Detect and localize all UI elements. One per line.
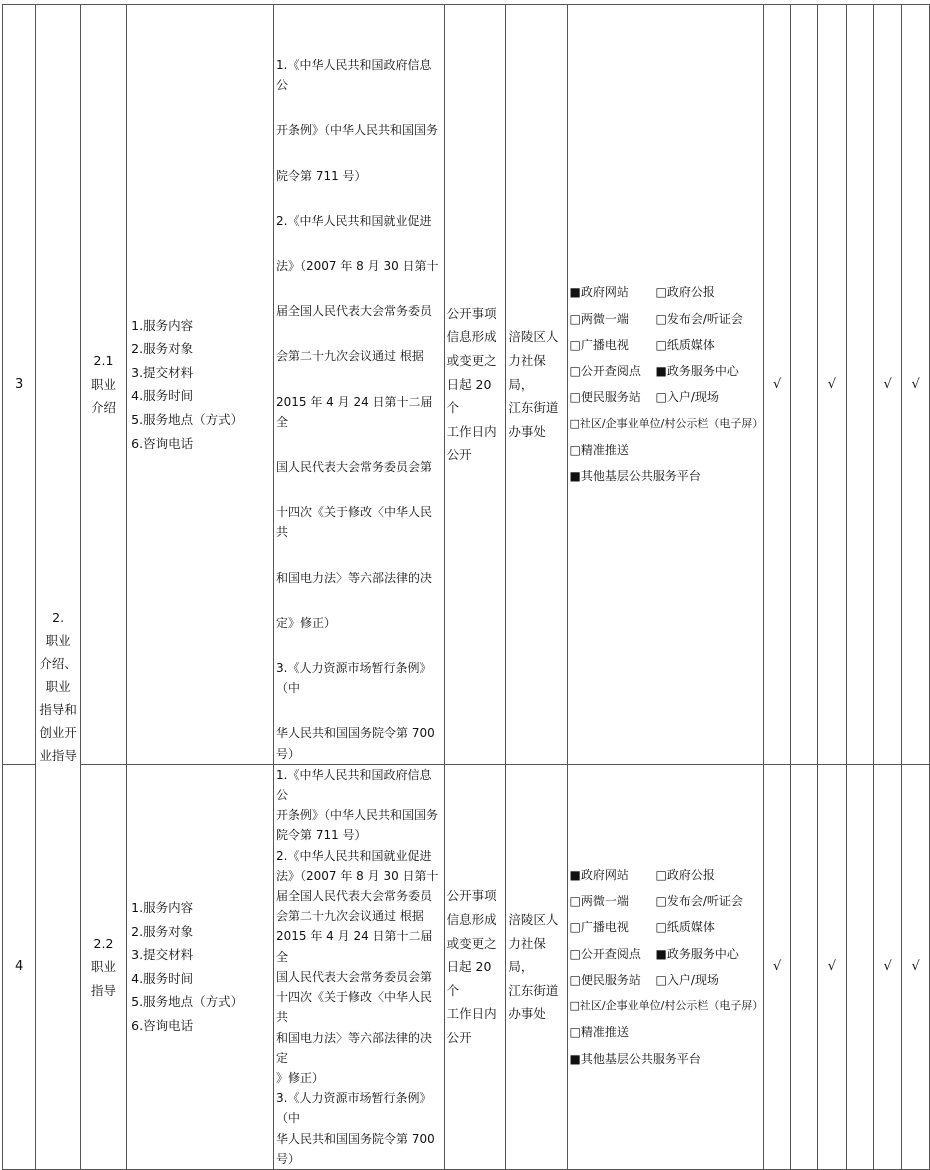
law-line: 和国电力法〉等六部法律的决定 (276, 1030, 433, 1065)
channel-option: □入户/现场 (655, 972, 719, 987)
list-item: 5.服务地点（方式） (131, 994, 244, 1010)
law-line: 华人民共和国国务院令第 700 号） (276, 726, 435, 761)
category-line: 业指导 (39, 748, 77, 764)
channel-option: □两微一端 (569, 311, 629, 326)
check-cell: √ (902, 764, 930, 1169)
law-line: 2.《中华人民共和国就业促进 (276, 213, 432, 228)
law-line: 会第二十九次会议通过 根据 (276, 349, 424, 364)
check-cell: √ (764, 764, 791, 1169)
channel-row (570, 1046, 764, 1072)
channel-row (570, 1019, 764, 1045)
subject-line: 江东街道 (508, 400, 559, 416)
channel-row (570, 967, 764, 993)
law-line: 3.《人力资源市场暂行条例》（中 (276, 1091, 432, 1126)
subcategory-cell (80, 5, 126, 765)
law-line: 2015 年 4 月 24 日第十二届全 (276, 929, 433, 964)
disclosure-subject-cell (506, 764, 567, 1169)
legal-basis-cell (274, 5, 445, 765)
channel-row (570, 862, 764, 888)
channel-option: ■政务服务中心 (655, 946, 739, 961)
channel-row (570, 888, 764, 914)
channel-option: □纸质媒体 (655, 337, 715, 352)
timing-line: 公开 (446, 1029, 472, 1045)
subcategory-number: 2.2 (93, 935, 114, 951)
table-row (3, 764, 930, 1169)
channel-row (570, 306, 764, 332)
channel-row (570, 993, 764, 1019)
category-line: 职业 (45, 633, 71, 649)
channel-row (570, 941, 764, 967)
law-line: 开条例》（中华人民共和国国务 (276, 808, 439, 823)
timing-line: 公开事项 (446, 305, 497, 321)
table-row (3, 5, 930, 765)
law-line: 院令第 711 号） (276, 168, 367, 183)
timing-line: 信息形成 (446, 329, 497, 345)
list-item: 4.服务时间 (131, 388, 194, 404)
law-line: 十四次《关于修改〈中华人民共 (276, 990, 433, 1025)
channel-row (570, 332, 764, 358)
timing-line: 工作日内 (446, 1006, 497, 1022)
law-line: 2015 年 4 月 24 日第十二届全 (276, 394, 433, 429)
list-item: 6.咨询电话 (131, 1018, 194, 1034)
category-line: 创业开 (39, 725, 77, 741)
list-item: 3.提交材料 (131, 947, 194, 963)
channel-option: □发布会/听证会 (655, 894, 743, 908)
law-line: 院令第 711 号） (276, 828, 367, 843)
channel-option: □社区/企事业单位/村公示栏（电子屏） (569, 416, 764, 430)
channel-row (570, 914, 764, 940)
channel-option: □便民服务站 (569, 390, 641, 405)
channel-option: □广播电视 (569, 920, 629, 935)
channel-option: □发布会/听证会 (655, 311, 743, 326)
channel-option: □广播电视 (569, 337, 629, 352)
check-cell (846, 5, 873, 765)
list-item: 2.服务对象 (131, 341, 194, 357)
row-number: 3 (3, 5, 36, 765)
channel-option: □纸质媒体 (655, 920, 715, 935)
row-number: 4 (3, 764, 36, 1169)
channel-option: □两微一端 (569, 894, 629, 908)
timing-line: 信息形成 (446, 911, 497, 927)
check-cell (846, 764, 873, 1169)
channel-row (570, 384, 764, 410)
timing-line: 或变更之 (446, 935, 497, 951)
category-line: 指导和 (39, 702, 77, 718)
category-number: 2. (52, 610, 65, 626)
subcategory-number: 2.1 (93, 353, 114, 369)
law-line: 国人民代表大会常务委员会第 (276, 969, 433, 984)
law-line: 华人民共和国国务院令第 700 号） (276, 1131, 435, 1166)
check-cell: √ (764, 5, 791, 765)
channel-option: ■其他基层公共服务平台 (569, 469, 701, 484)
law-line: 法》（2007 年 8 月 30 日第十 (276, 259, 439, 274)
channel-row (570, 279, 764, 305)
list-item: 5.服务地点（方式） (131, 412, 244, 428)
check-cell: √ (818, 5, 846, 765)
channel-option: □公开查阅点 (569, 946, 641, 961)
law-line: 1.《中华人民共和国政府信息公 (276, 58, 432, 93)
category-line: 介绍、 (39, 656, 77, 672)
timing-line: 公开事项 (446, 888, 497, 904)
disclosure-timing-cell (444, 5, 506, 765)
disclosure-subject-cell (506, 5, 567, 765)
check-cell: √ (873, 764, 901, 1169)
subject-line: 办事处 (508, 1006, 546, 1022)
list-item: 6.咨询电话 (131, 435, 194, 451)
channel-option: □社区/企事业单位/村公示栏（电子屏） (569, 999, 764, 1013)
law-line: 2.《中华人民共和国就业促进 (276, 848, 432, 863)
law-line: 会第二十九次会议通过 根据 (276, 909, 424, 924)
law-line: 开条例》（中华人民共和国国务 (276, 123, 439, 138)
disclosure-channels-cell (567, 5, 764, 765)
check-cell (790, 5, 817, 765)
law-line: 法》（2007 年 8 月 30 日第十 (276, 868, 439, 883)
check-cell: √ (873, 5, 901, 765)
timing-line: 日起 20 个 (446, 376, 492, 416)
subject-line: 江东街道 (508, 982, 559, 998)
subject-line: 涪陵区人 (508, 911, 559, 927)
timing-line: 日起 20 个 (446, 959, 492, 998)
list-item: 3.提交材料 (131, 364, 194, 380)
category-line: 职业 (45, 679, 71, 695)
law-line: 1.《中华人民共和国政府信息公 (276, 767, 432, 803)
timing-line: 或变更之 (446, 353, 497, 369)
channel-option: ■政务服务中心 (655, 364, 739, 379)
channel-option: □公开查阅点 (569, 364, 641, 379)
list-item: 1.服务内容 (131, 317, 194, 333)
channel-row (570, 463, 764, 489)
subject-line: 办事处 (508, 423, 546, 439)
channel-option: ■其他基层公共服务平台 (569, 1051, 701, 1066)
check-cell (790, 764, 817, 1169)
channel-row (570, 437, 764, 463)
category-cell (36, 5, 81, 1170)
channel-option: □便民服务站 (569, 972, 641, 987)
subcategory-name-line: 介绍 (90, 400, 116, 416)
law-line: 届全国人民代表大会常务委员 (276, 889, 433, 904)
subcategory-name-line: 职业 (90, 959, 116, 975)
channel-option: □政府公报 (655, 867, 715, 882)
timing-line: 工作日内 (446, 423, 497, 439)
subject-line: 力社保局， (508, 353, 546, 392)
list-item: 4.服务时间 (131, 970, 194, 986)
timing-line: 公开 (446, 447, 472, 463)
check-cell: √ (902, 5, 930, 765)
subcategory-name-line: 职业 (90, 376, 116, 392)
law-line: 届全国人民代表大会常务委员 (276, 304, 433, 319)
list-item: 2.服务对象 (131, 923, 194, 939)
law-line: 》修正） (276, 1070, 325, 1085)
subject-line: 力社保局， (508, 935, 546, 975)
law-line: 3.《人力资源市场暂行条例》（中 (276, 661, 432, 696)
list-item: 1.服务内容 (131, 900, 194, 916)
check-cell: √ (818, 764, 846, 1169)
subject-line: 涪陵区人 (508, 329, 559, 345)
content-items-cell (127, 5, 274, 765)
channel-option: ■政府网站 (569, 867, 629, 882)
channel-option: □精准推送 (569, 443, 629, 458)
disclosure-timing-cell (444, 764, 506, 1169)
law-line: 和国电力法〉等六部法律的决 (276, 570, 433, 585)
channel-option: ■政府网站 (569, 285, 629, 300)
legal-basis-cell (274, 764, 445, 1169)
law-line: 定》修正） (276, 615, 337, 630)
channel-option: □精准推送 (569, 1025, 629, 1040)
channel-option: □入户/现场 (655, 390, 719, 405)
subcategory-cell (80, 764, 126, 1169)
channel-row (570, 411, 764, 437)
channel-row (570, 358, 764, 384)
law-line: 十四次《关于修改〈中华人民共 (276, 505, 433, 540)
subcategory-name-line: 指导 (90, 982, 116, 998)
disclosure-table (2, 4, 930, 1170)
content-items-cell (127, 764, 274, 1169)
law-line: 国人民代表大会常务委员会第 (276, 460, 433, 475)
disclosure-channels-cell (567, 764, 764, 1169)
channel-option: □政府公报 (655, 285, 715, 300)
